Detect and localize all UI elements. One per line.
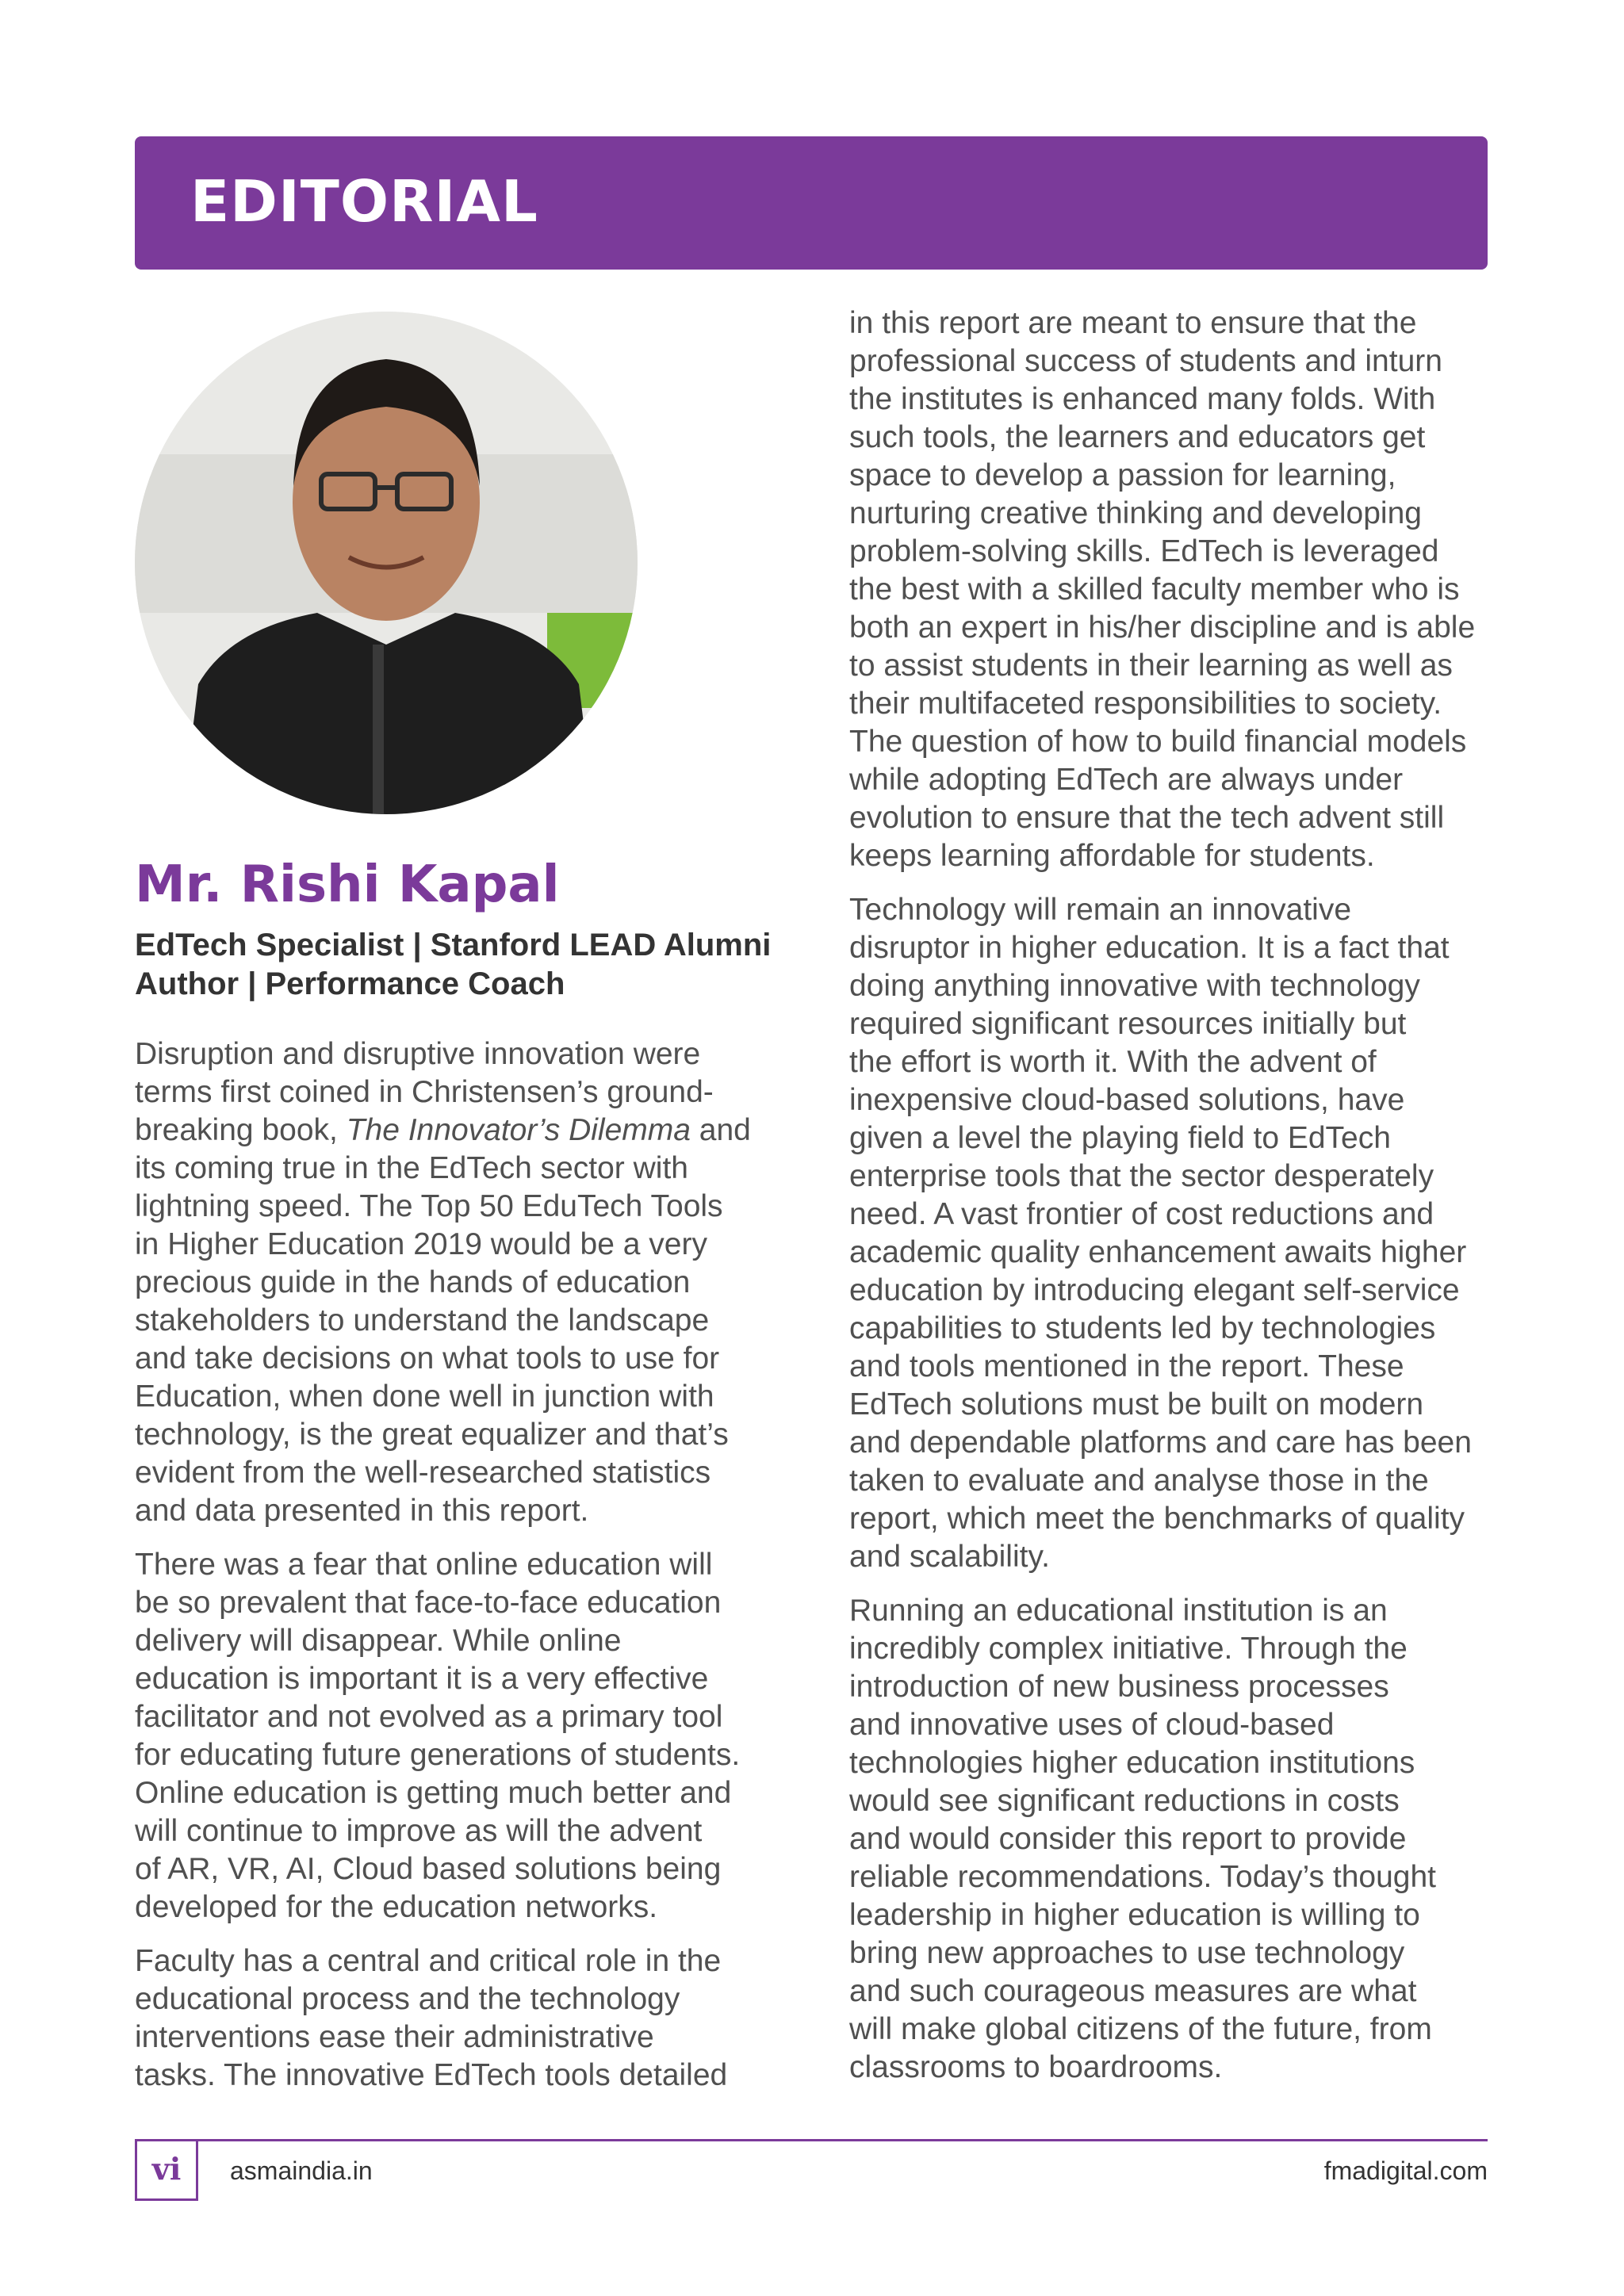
- author-role-line2: Author | Performance Coach: [135, 966, 565, 1001]
- text-line: the best with a skilled faculty member who is: [849, 572, 1460, 607]
- text-line: educational process and the technology: [135, 1982, 680, 2016]
- text-line: keeps learning affordable for students.: [849, 839, 1375, 873]
- paragraph-2: [135, 1546, 785, 1927]
- footer-link-fmadigital[interactable]: fmadigital.com: [1323, 2156, 1488, 2185]
- paragraph-3: [135, 1942, 785, 2095]
- text-fragment: breaking book,: [135, 1113, 347, 1147]
- text-line: will continue to improve as will the advent: [135, 1814, 703, 1848]
- text-line: space to develop a passion for learning,: [849, 458, 1396, 492]
- text-line: while adopting EdTech are always under: [849, 763, 1404, 797]
- text-line: capabilities to students led by technologies: [849, 1311, 1436, 1345]
- text-line: developed for the education networks.: [135, 1890, 658, 1924]
- text-line: Disruption and disruptive innovation were: [135, 1037, 701, 1071]
- text-line: taken to evaluate and analyse those in the: [849, 1464, 1429, 1498]
- footer-link-asmaindia[interactable]: asmaindia.in: [230, 2156, 373, 2185]
- editorial-banner: [135, 136, 1488, 270]
- text-line: and innovative uses of cloud-based: [849, 1708, 1335, 1742]
- text-line: doing anything innovative with technology: [849, 969, 1420, 1003]
- text-line: the institutes is enhanced many folds. With: [849, 382, 1436, 416]
- text-line: terms first coined in Christensen’s ground-: [135, 1075, 714, 1109]
- text-line: for educating future generations of students.: [135, 1738, 741, 1772]
- text-line: both an expert in his/her discipline and is able: [849, 610, 1476, 645]
- book-title: The Innovator’s Dilemma: [346, 1113, 691, 1147]
- text-line: evident from the well-researched statistics: [135, 1456, 711, 1490]
- paragraph-6: [849, 1592, 1492, 2087]
- text-line: precious guide in the hands of education: [135, 1265, 691, 1299]
- text-line: academic quality enhancement awaits higher: [849, 1235, 1467, 1269]
- text-line: nurturing creative thinking and developing: [849, 496, 1422, 530]
- text-line: introduction of new business processes: [849, 1670, 1389, 1704]
- text-line: inexpensive cloud-based solutions, have: [849, 1083, 1405, 1117]
- text-line: classrooms to boardrooms.: [849, 2050, 1223, 2084]
- author-photo: [135, 312, 638, 814]
- author-role-line1: EdTech Specialist | Stanford LEAD Alumni: [135, 928, 772, 962]
- text-line: stakeholders to understand the landscape: [135, 1303, 710, 1337]
- footer-divider: [135, 2139, 1488, 2141]
- text-line: The question of how to build financial models: [849, 725, 1467, 759]
- text-line: be so prevalent that face-to-face education: [135, 1586, 722, 1620]
- text-line: Online education is getting much better and: [135, 1776, 732, 1810]
- page-number: vi: [135, 2139, 198, 2201]
- text-line: would see significant reductions in costs: [849, 1784, 1400, 1818]
- text-line: professional success of students and inturn: [849, 344, 1442, 378]
- text-line: problem-solving skills. EdTech is leveraged: [849, 534, 1439, 568]
- paragraph-5: [849, 891, 1492, 1576]
- text-line: of AR, VR, AI, Cloud based solutions being: [135, 1852, 722, 1886]
- text-line: lightning speed. The Top 50 EduTech Tools: [135, 1189, 723, 1223]
- text-line: and data presented in this report.: [135, 1494, 589, 1528]
- text-line: enterprise tools that the sector desperately: [849, 1159, 1434, 1193]
- text-line: delivery will disappear. While online: [135, 1624, 622, 1658]
- text-line: reliable recommendations. Today’s thought: [849, 1860, 1437, 1894]
- paragraph-1: [135, 1035, 785, 1530]
- text-line: evolution to ensure that the tech advent still: [849, 801, 1445, 835]
- text-line: Technology will remain an innovative: [849, 893, 1352, 927]
- page-title: EDITORIAL: [190, 168, 538, 235]
- text-line: [135, 1112, 785, 1150]
- text-line: the effort is worth it. With the advent of: [849, 1045, 1377, 1079]
- text-line: leadership in higher education is willing to: [849, 1898, 1420, 1932]
- text-line: in this report are meant to ensure that the: [849, 306, 1417, 340]
- left-column: [135, 1035, 785, 2110]
- author-name: Mr. Rishi Kapal: [135, 855, 560, 914]
- paragraph-4: [849, 304, 1492, 875]
- text-line: and would consider this report to provide: [849, 1822, 1407, 1856]
- text-line: and such courageous measures are what: [849, 1974, 1417, 2008]
- text-line: tasks. The innovative EdTech tools detailed: [135, 2058, 728, 2092]
- text-line: education by introducing elegant self-service: [849, 1273, 1460, 1307]
- text-fragment: and: [690, 1113, 751, 1147]
- text-line: required significant resources initially but: [849, 1007, 1407, 1041]
- text-line: Running an educational institution is an: [849, 1594, 1388, 1628]
- text-line: need. A vast frontier of cost reductions and: [849, 1197, 1434, 1231]
- text-line: technologies higher education institutions: [849, 1746, 1415, 1780]
- text-line: will make global citizens of the future, from: [849, 2012, 1432, 2046]
- text-line: given a level the playing field to EdTech: [849, 1121, 1391, 1155]
- text-line: and scalability.: [849, 1540, 1050, 1574]
- portrait-photo-icon: [135, 312, 638, 814]
- text-line: bring new approaches to use technology: [849, 1936, 1405, 1970]
- text-line: education is important it is a very effective: [135, 1662, 709, 1696]
- text-line: their multifaceted responsibilities to society.: [849, 687, 1442, 721]
- text-line: report, which meet the benchmarks of quality: [849, 1502, 1465, 1536]
- text-line: in Higher Education 2019 would be a very: [135, 1227, 707, 1261]
- text-line: such tools, the learners and educators get: [849, 420, 1426, 454]
- text-line: its coming true in the EdTech sector with: [135, 1151, 688, 1185]
- text-line: and tools mentioned in the report. These: [849, 1349, 1404, 1383]
- text-line: and take decisions on what tools to use for: [135, 1341, 720, 1376]
- text-line: Faculty has a central and critical role in the: [135, 1944, 722, 1978]
- text-line: facilitator and not evolved as a primary tool: [135, 1700, 723, 1734]
- text-line: There was a fear that online education will: [135, 1548, 713, 1582]
- right-column: [849, 304, 1492, 2103]
- text-line: Education, when done well in junction with: [135, 1380, 714, 1414]
- text-line: technology, is the great equalizer and that’s: [135, 1418, 729, 1452]
- text-line: interventions ease their administrative: [135, 2020, 654, 2054]
- text-line: disruptor in higher education. It is a fact that: [849, 931, 1450, 965]
- text-line: and dependable platforms and care has been: [849, 1425, 1472, 1460]
- text-line: to assist students in their learning as well as: [849, 649, 1453, 683]
- text-line: incredibly complex initiative. Through the: [849, 1632, 1408, 1666]
- text-line: EdTech solutions must be built on modern: [849, 1387, 1424, 1422]
